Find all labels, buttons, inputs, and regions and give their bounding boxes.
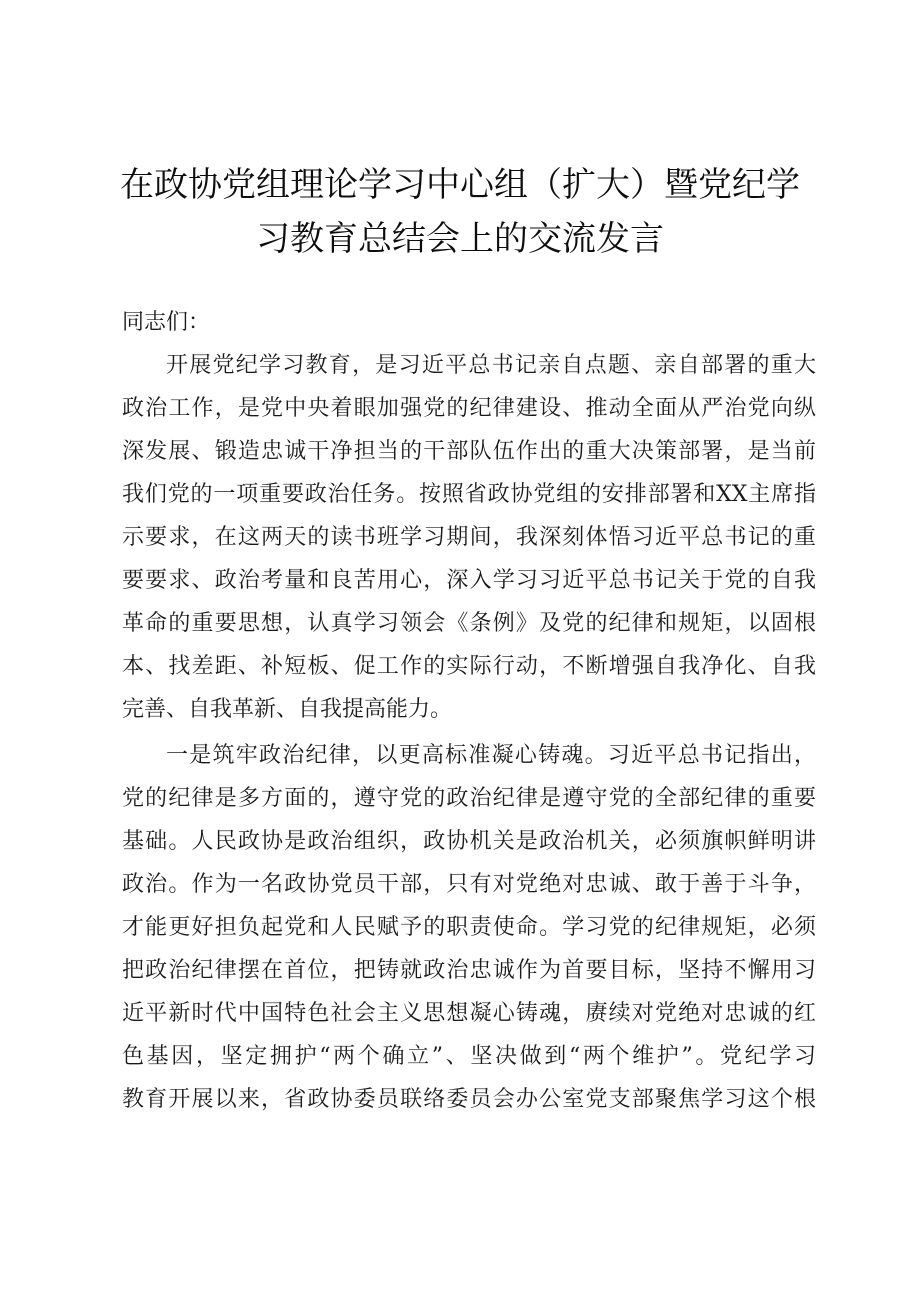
paragraph-2-line: 政治。作为一名政协党员干部，只有对党绝对忠诚、敢于善于斗争， bbox=[122, 872, 816, 897]
document-title-line-1: 在政协党组理论学习中心组（扩大）暨党纪学 bbox=[120, 165, 800, 205]
paragraph-2-line: 党的纪律是多方面的，遵守党的政治纪律是遵守党的全部纪律的重要 bbox=[122, 786, 816, 811]
paragraph-1-line: 要要求、政治考量和良苦用心，深入学习习近平总书记关于党的自我 bbox=[122, 568, 816, 593]
paragraph-1-line: 开展党纪学习教育，是习近平总书记亲自点题、亲自部署的重大 bbox=[166, 353, 816, 378]
paragraph-2-line: 基础。人民政协是政治组织，政协机关是政治机关，必须旗帜鲜明讲 bbox=[122, 829, 816, 854]
paragraph-2-line: 才能更好担负起党和人民赋予的职责使命。学习党的纪律规矩，必须 bbox=[122, 915, 816, 940]
paragraph-2-line: 近平新时代中国特色社会主义思想凝心铸魂，赓续对党绝对忠诚的红 bbox=[122, 1001, 816, 1026]
paragraph-1-line: 深发展、锻造忠诚干净担当的干部队伍作出的重大决策部署，是当前 bbox=[122, 439, 816, 464]
paragraph-1-line: 示要求，在这两天的读书班学习期间，我深刻体悟习近平总书记的重 bbox=[122, 525, 816, 550]
salutation: 同志们： bbox=[122, 310, 211, 335]
paragraph-1-line: 革命的重要思想，认真学习领会《条例》及党的纪律和规矩，以固根 bbox=[122, 611, 816, 636]
paragraph-2-line: 色基因，坚定拥护“两个确立”、坚决做到“两个维护”。党纪学习 bbox=[122, 1044, 816, 1069]
paragraph-2-line: 把政治纪律摆在首位，把铸就政治忠诚作为首要目标，坚持不懈用习 bbox=[122, 958, 816, 983]
paragraph-2-line: 一是筑牢政治纪律，以更高标准凝心铸魂。习近平总书记指出， bbox=[166, 743, 816, 768]
paragraph-1-line: 完善、自我革新、自我提高能力。 bbox=[122, 697, 453, 722]
document-title-line-2: 习教育总结会上的交流发言 bbox=[256, 219, 664, 259]
paragraph-1-line: 我们党的一项重要政治任务。按照省政协党组的安排部署和XX主席指 bbox=[122, 482, 816, 507]
paragraph-1-line: 政治工作，是党中央着眼加强党的纪律建设、推动全面从严治党向纵 bbox=[122, 396, 816, 421]
paragraph-2-line: 教育开展以来，省政协委员联络委员会办公室党支部聚焦学习这个根 bbox=[122, 1087, 816, 1112]
paragraph-1-line: 本、找差距、补短板、促工作的实际行动，不断增强自我净化、自我 bbox=[122, 654, 816, 679]
